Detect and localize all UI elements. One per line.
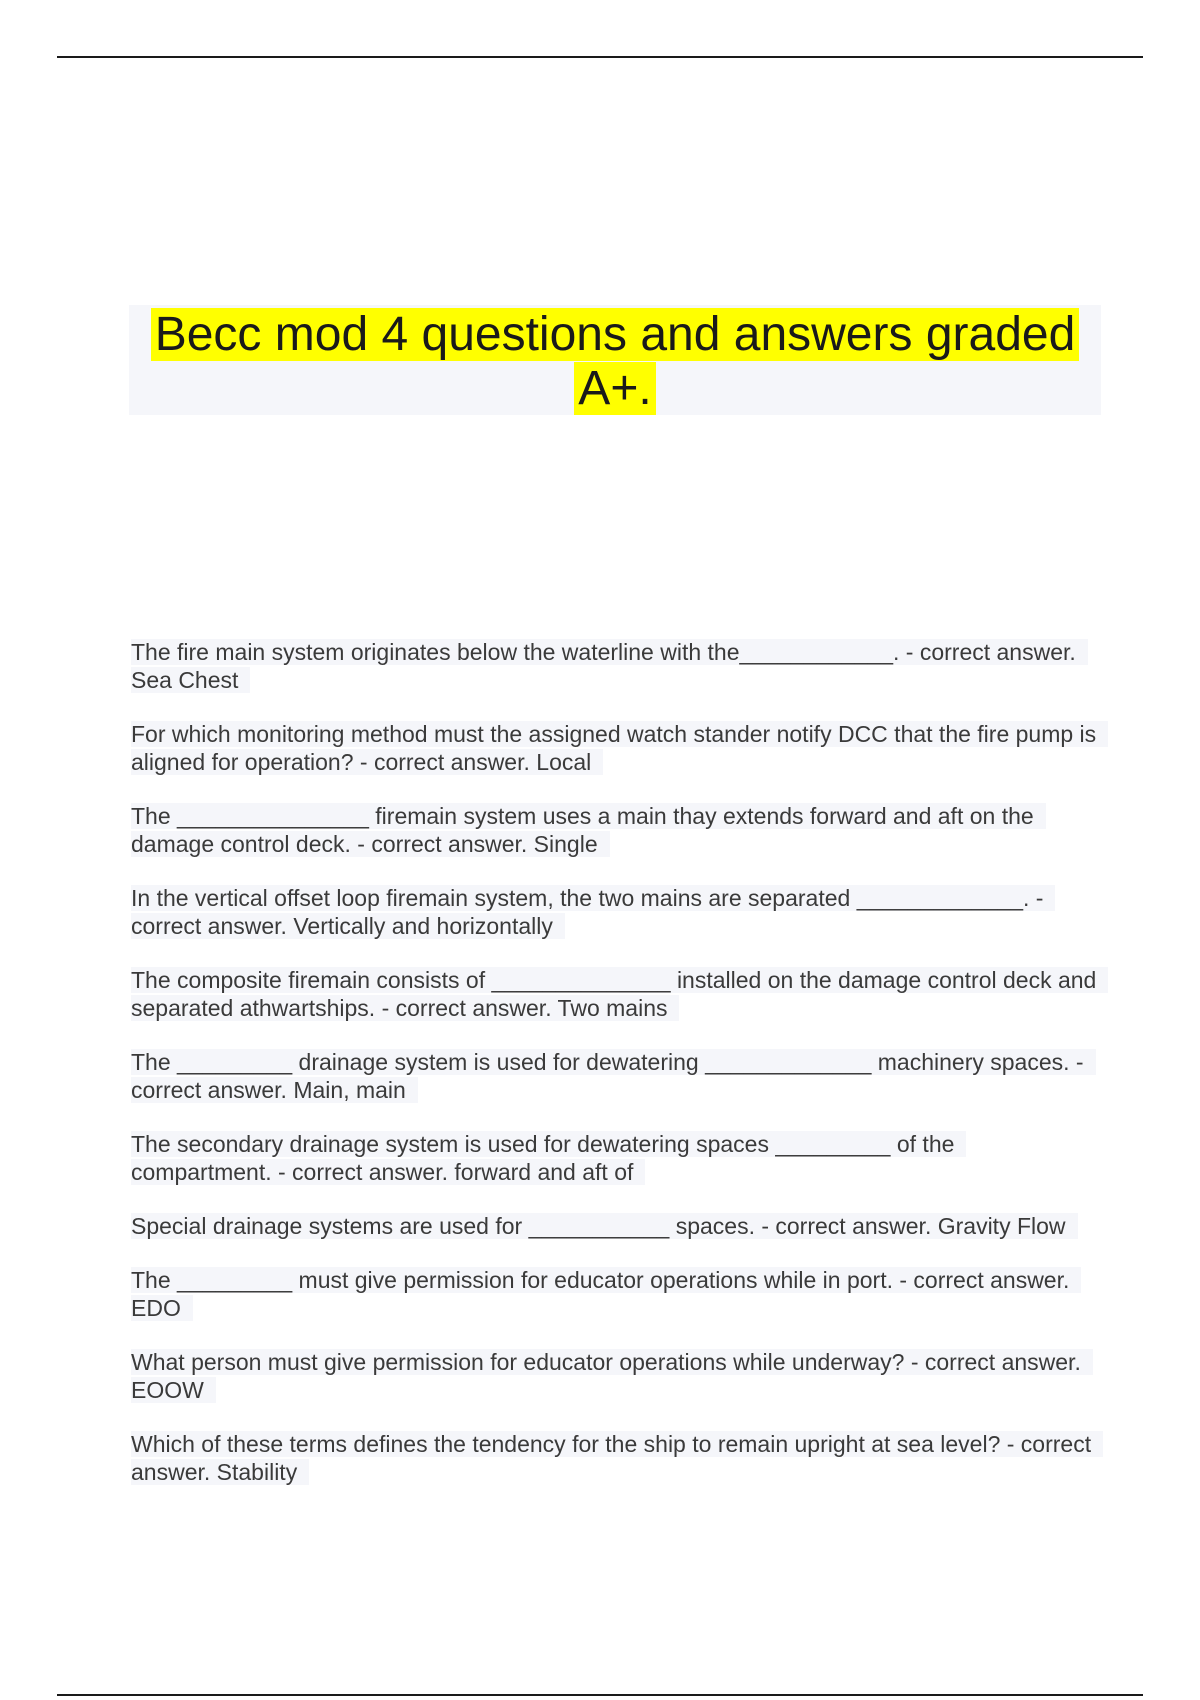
title-block: [129, 305, 1101, 415]
qa-item: [131, 1266, 1101, 1322]
qa-text: For which monitoring method must the assigned watch stander notify DCC that the fire pump is aligned for operation? - correct answer. Local: [131, 721, 1108, 775]
qa-item: [131, 720, 1101, 776]
qa-item: [131, 966, 1101, 1022]
qa-text: The _______________ firemain system uses a main thay extends forward and aft on the damage control deck. - correct answer. Single: [131, 803, 1046, 857]
bottom-divider: [57, 1694, 1143, 1696]
qa-item: [131, 1048, 1101, 1104]
qa-item: [131, 802, 1101, 858]
document-title: [129, 305, 1101, 416]
qa-item: [131, 884, 1101, 940]
qa-item: [131, 638, 1101, 694]
qa-text: The _________ must give permission for educator operations while in port. - correct answer. EDO: [131, 1267, 1081, 1321]
qa-text: Which of these terms defines the tendency for the ship to remain upright at sea level? - correct answer. Stability: [131, 1431, 1103, 1485]
qa-item: [131, 1212, 1101, 1240]
qa-item: [131, 1348, 1101, 1404]
qa-text: The secondary drainage system is used for dewatering spaces _________ of the compartment. - correct answer. forward and aft of: [131, 1131, 966, 1185]
qa-item: [131, 1130, 1101, 1186]
qa-list: [131, 638, 1101, 1512]
qa-text: Special drainage systems are used for ___________ spaces. - correct answer. Gravity Flow: [131, 1213, 1078, 1239]
qa-text: The _________ drainage system is used for dewatering _____________ machinery spaces. - correct answer. Main, main: [131, 1049, 1096, 1103]
qa-text: The fire main system originates below the waterline with the____________. - correct answer. Sea Chest: [131, 639, 1088, 693]
qa-text: The composite firemain consists of ______________ installed on the damage control deck and separated athwartships. - correct answer. Two mains: [131, 967, 1108, 1021]
qa-item: [131, 1430, 1101, 1486]
qa-text: In the vertical offset loop firemain system, the two mains are separated _____________. - correct answer. Vertically and horizontally: [131, 885, 1055, 939]
document-title-text: Becc mod 4 questions and answers graded A+.: [151, 308, 1080, 415]
qa-text: What person must give permission for educator operations while underway? - correct answer. EOOW: [131, 1349, 1093, 1403]
top-divider: [57, 56, 1143, 58]
